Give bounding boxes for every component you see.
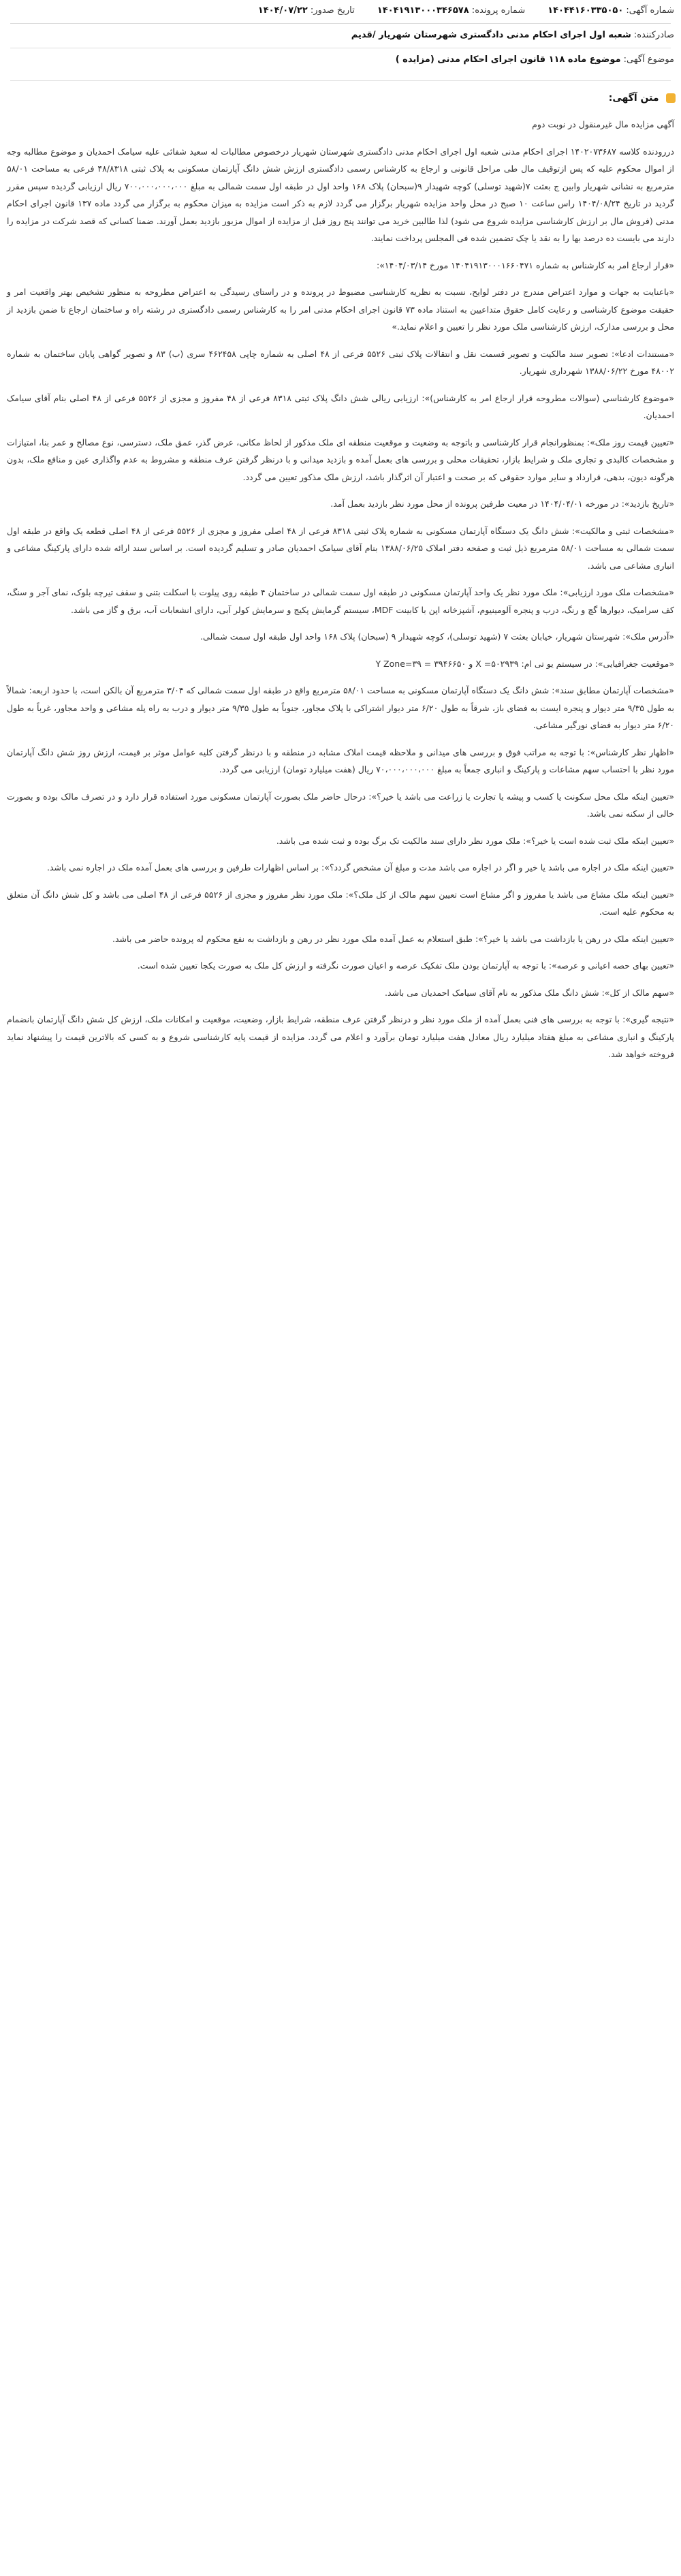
paragraph: «مستندات ادعا»: تصویر سند مالکیت و تصویر قسمت نقل و انتقالات پلاک ثبتی ۵۵۲۶ فرعی از ۴۸ اصلی به شماره چاپی ۴۶۲۴۵۸ سری (ب) ۸۳ و تصویر گواهی پایان ساختمان به شماره ۴۸۰۰۲ مورخ ۱۳۸۸/۰۶/۲۲ شهرداری شهریار. xyxy=(7,348,674,376)
paragraph: «موقعیت جغرافیایی»: در سیستم یو تی ام: ۵۰۲۹۳۹= X و ۳۹۴۶۶۵۰ = Y Zone=۳۹ xyxy=(375,658,674,669)
paragraph: «نتیجه گیری»: با توجه به بررسی های فنی بعمل آمده از ملک مورد نظر و درنظر گرفتن عرف منطقه، شرایط بازار، وضعیت، موقعیت و امکانات ملک، ارزش کل شش دانگ آپارتمان بانضمام پارکینگ و انباری مشاعی به مبلغ هفتاد میلیارد ریال معادل هفت میلیارد تومان برآورد و اعلام می گردد. مزایده از قیمت پایه کارشناسی شروع و به کسی که بالاترین قیمت را پیشنهاد نماید فروخته خواهد شد. xyxy=(7,1014,674,1059)
paragraph: «مشخصات آپارتمان مطابق سند»: شش دانگ یک دستگاه آپارتمان مسکونی به مساحت ۵۸/۰۱ مترمربع واقع در طبقه اول سمت شمالی که ۳/۰۴ مترمربع آن بالکن است، با حدود اربعه: شمالاً به طول ۹/۳۵ متر دیوار و پنجره ایست به فضای باز، شرقاً به طول ۶/۲۰ متر دیوار اشتراکی با پلاک مجاور، جنوباً به طول ۹/۳۵ متر دیوار و درب به راه پله مشاعی و واحد مجاور، غرباً به طول ۶/۲۰ متر دیوار به فضای نورگیر مشاعی. xyxy=(7,685,674,730)
paragraph: «تاریخ بازدید»: در مورخه ۱۴۰۴/۰۴/۰۱ در معیت طرفین پرونده از محل مورد نظر بازدید بعمل آمد. xyxy=(330,499,674,509)
paragraph: «تعیین اینکه ملک ثبت شده است یا خیر؟»: ملک مورد نظر دارای سند مالکیت تک برگ بوده و ثبت شده می باشد. xyxy=(276,835,674,846)
tracking-number: ۱۴۰۴۱۹۱۳۰۰۰۳۴۶۵۷۸ xyxy=(377,5,469,16)
paragraph: «موضوع کارشناسی (سوالات مطروحه قرار ارجاع امر به کارشناس)»: ارزیابی ریالی شش دانگ پلاک ثبتی ۸۳۱۸ فرعی از ۴۸ مفروز و مجزی از ۵۵۲۶ فرعی از ۴۸ اصلی بنام آقای سیامک احمدیان. xyxy=(7,392,674,420)
paragraph: «آدرس ملک»: شهرستان شهریار، خیابان بعثت ۷ (شهید توسلی)، کوچه شهیدار ۹ (سبحان) پلاک ۱۶۸ واحد اول طبقه اول سمت شمالی. xyxy=(200,631,674,642)
section-divider xyxy=(10,80,671,81)
paragraph: «باعنایت به جهات و موارد اعتراض مندرج در دفتر لوایح، نسبت به نظریه کارشناسی مضبوط در پرونده و در راستای رسیدگی به اعتراض مطروحه به منظور تشخیص بهتر واقعیت امر و حقیقت موضوع کارشناسی و رعایت کامل حقوق متداعیین به استناد ماده ۷۳ قانون اجرای احکام مدنی امر را به کارشناس رسمی دادگستری در رشته راه و ساختمان ارجاع تا ضمن بازدید از محل و بررسی مدارک، ارزش کارشناسی ملک مورد نظر را تعیین و اعلام نماید.» xyxy=(7,287,674,332)
notice-text-icon xyxy=(666,93,676,103)
paragraph: «مشخصات ثبتی و مالکیت»: شش دانگ یک دستگاه آپارتمان مسکونی به شماره پلاک ثبتی ۸۳۱۸ فرعی از ۴۸ اصلی مفروز و مجزی از ۵۵۲۶ فرعی از ۴۸ اصلی قطعه یک واقع در طبقه اول سمت شمالی به مساحت ۵۸/۰۱ مترمربع ذیل ثبت و صفحه دفتر املاک ۱۳۸۸/۰۶/۲۵ بنام آقای سیامک احمدیان صادر و تسلیم گردیده است. بر اساس سند ارائه شده دارای پارکینگ مشاعی و انباری مشاعی می باشد. xyxy=(7,525,674,571)
paragraph: «تعیین بهای حصه اعیانی و عرصه»: با توجه به آپارتمان بودن ملک تفکیک عرصه و اعیان صورت نگرفته و ارزش کل ملک به صورت یکجا تعیین شده است. xyxy=(137,960,674,971)
paragraph: «تعیین قیمت روز ملک»: بمنظورانجام قرار کارشناسی و باتوجه به وضعیت و موقعیت منطقه ای ملک مذکور از لحاظ مکانی، عرض گذر، عمق ملک، دسترسی، نوع مصالح و عمر بنا، امتیازات و مشخصات کالبدی و تجاری ملک و شرایط بازار، تحقیقات محلی و بررسی های بعمل آمده و بازدید میدانی و با درنظر گرفتن عرف منطقه و مشروط به عدم واگذاری عین و منافع ملک، بدون هرگونه دیون، بدهی، قرارداد و سایر موارد حقوقی که بر صحت و اعتبار آن اثرگذار باشد، ارزش ملک مذکور تعیین می گردد. xyxy=(7,437,674,482)
notice-number: ۱۴۰۴۴۱۶۰۳۳۵۰۵۰ xyxy=(548,5,624,16)
tracking-number-label: شماره پرونده xyxy=(475,5,526,16)
notice-text-heading xyxy=(609,93,676,104)
notice-body xyxy=(7,116,674,1073)
paragraph: «تعیین اینکه ملک مشاع می باشد یا مفروز و اگر مشاع است تعیین سهم مالک از کل ملک؟»: ملک مورد نظر مفروز و مجزی از ۵۵۲۶ فرعی از ۴۸ اصلی می باشد و کل شش دانگ آن متعلق به محکوم علیه است. xyxy=(7,889,675,917)
header-divider xyxy=(10,23,671,24)
header-row-identifiers: شماره آگهی: ۱۴۰۴۴۱۶۰۳۳۵۰۵۰ شماره پرونده: ۱۴۰۴۱۹۱۳۰۰۰۳۴۶۵۷۸ تاریخ صدور: ۱۴۰۴/۰۷/۲۲ xyxy=(257,5,674,16)
subject: موضوع ماده ۱۱۸ قانون اجرای احکام مدنی (مزایده ) xyxy=(395,54,621,65)
header-row-issuer: صادرکننده: شعبه اول اجرای احکام مدنی دادگستری شهرستان شهریار /قدیم xyxy=(351,30,674,40)
issuer: شعبه اول اجرای احکام مدنی دادگستری شهرستان شهریار /قدیم xyxy=(351,30,631,40)
issue-date: ۱۴۰۴/۰۷/۲۲ xyxy=(257,5,308,16)
header-row-subject: موضوع آگهی: موضوع ماده ۱۱۸ قانون اجرای احکام مدنی (مزایده ) xyxy=(395,54,674,65)
paragraph: «سهم مالک از کل»: شش دانگ ملک مذکور به نام آقای سیامک احمدیان می باشد. xyxy=(384,987,674,998)
issuer-label: صادرکننده xyxy=(637,30,674,40)
paragraph: «قرار ارجاع امر به کارشناس به شماره ۱۴۰۴۱۹۱۳۰۰۰۱۶۶۰۴۷۱ مورخ ۱۴۰۴/۰۳/۱۴»: xyxy=(376,260,674,270)
issue-date-label: تاریخ صدور xyxy=(313,5,355,16)
paragraph: «مشخصات ملک مورد ارزیابی»: ملک مورد نظر یک واحد آپارتمان مسکونی در طبقه اول سمت شمالی در ساختمان ۴ طبقه روی پیلوت با اسکلت بتنی و سقف تیرچه بلوک، نمای آجر و سنگ، کف سرامیک، دیوارها گچ و رنگ، درب و پنجره آلومینیوم، آشپزخانه اپن با کابینت MDF، سیستم گرمایش پکیج و سرمایش کولر آبی، دارای انشعابات آب، برق و گاز می باشد. xyxy=(7,587,674,615)
paragraph: «تعیین اینکه ملک در رهن یا بازداشت می باشد یا خیر؟»: طبق استعلام به عمل آمده ملک مورد نظر در رهن و بازداشت به نفع محکوم له پرونده حاضر می باشد. xyxy=(112,933,674,944)
paragraph: «تعیین اینکه ملک محل سکونت یا کسب و پیشه یا تجارت یا زراعت می باشد یا خیر؟»: درحال حاضر ملک بصورت آپارتمان مسکونی مورد استفاده قرار دارد و در تصرف مالک بوده و بصورت خالی از سکنه نمی باشد. xyxy=(7,791,674,819)
paragraph: «تعیین اینکه ملک در اجاره می باشد یا خیر و اگر در اجاره می باشد مدت و مبلغ آن مشخص گردد؟»: بر اساس اظهارات طرفین و بررسی های بعمل آمده ملک در اجاره نمی باشد. xyxy=(46,862,674,873)
section-title: متن آگهی: xyxy=(608,93,659,104)
subject-label: موضوع آگهی xyxy=(627,54,674,65)
notice-header xyxy=(0,0,681,68)
paragraph: دررودنده کلاسه ۱۴۰۲۰۷۳۶۸۷ اجرای احکام مدنی شعبه اول اجرای احکام مدنی دادگستری شهرستان شهریار درخصوص مطالبات له سعید شفائی علیه سیامک احمدیان و موضوع مطالبه وجه از اموال محکوم علیه که پس ازتوقیف مال طی مراحل قانونی و ارجاع به کارشناس رسمی دادگستری ارزش شش دانگ آپارتمان مسکونی به پلاک ثبتی ۴۸/۸۳۱۸ فرعی به مساحت ۵۸/۰۱ مترمربع به نشانی شهریار وابین ج بعثت ۷(شهید توسلی) کوچه شهیدار ۹(سبحان) پلاک ۱۶۸ واحد اول در طبقه اول سمت شمالی به مبلغ ۷۰۰،۰۰۰،۰۰۰،۰۰۰ ریال ارزیابی گردیده سپس مقرر گردید در تاریخ ۱۴۰۴/۰۸/۲۴ راس ساعت ۱۰ صبح در محل واحد مزایده شهریار برگزار می گردد لازم به ذکر است مزایده به میزان محکوم به برگزار می گردد ماده ۱۳۷ قانون اجرای احکام مدنی (فروش مال بر ارزش کارشناسی مزایده شروع می شود) لذا طالبین خرید می توانند پنج روز قبل از مزایده از اموال مزبور بازدید بعمل آورند. ضمنا کسانی که قصد شرکت در مزایده را دارند می بایست ده درصد بها را به نقد یا چک تضمین شده فی المجلس پرداخت نمایند. xyxy=(7,146,675,243)
paragraph: «اظهار نظر کارشناس»: با توجه به مراتب فوق و بررسی های میدانی و ملاحظه قیمت املاک مشابه در منطقه و با درنظر گرفتن کلیه عوامل موثر بر قیمت، ارزش روز شش دانگ آپارتمان مورد نظر با احتساب سهم مشاعات و پارکینگ و انباری جمعاً به مبلغ ۷۰،۰۰۰،۰۰۰،۰۰۰ ریال (هفت میلیارد تومان) ارزیابی می گردد. xyxy=(7,747,674,774)
paragraph: آگهی مزایده مال غیرمنقول در نوبت دوم xyxy=(532,119,674,129)
notice-number-label: شماره آگهی xyxy=(629,5,674,16)
